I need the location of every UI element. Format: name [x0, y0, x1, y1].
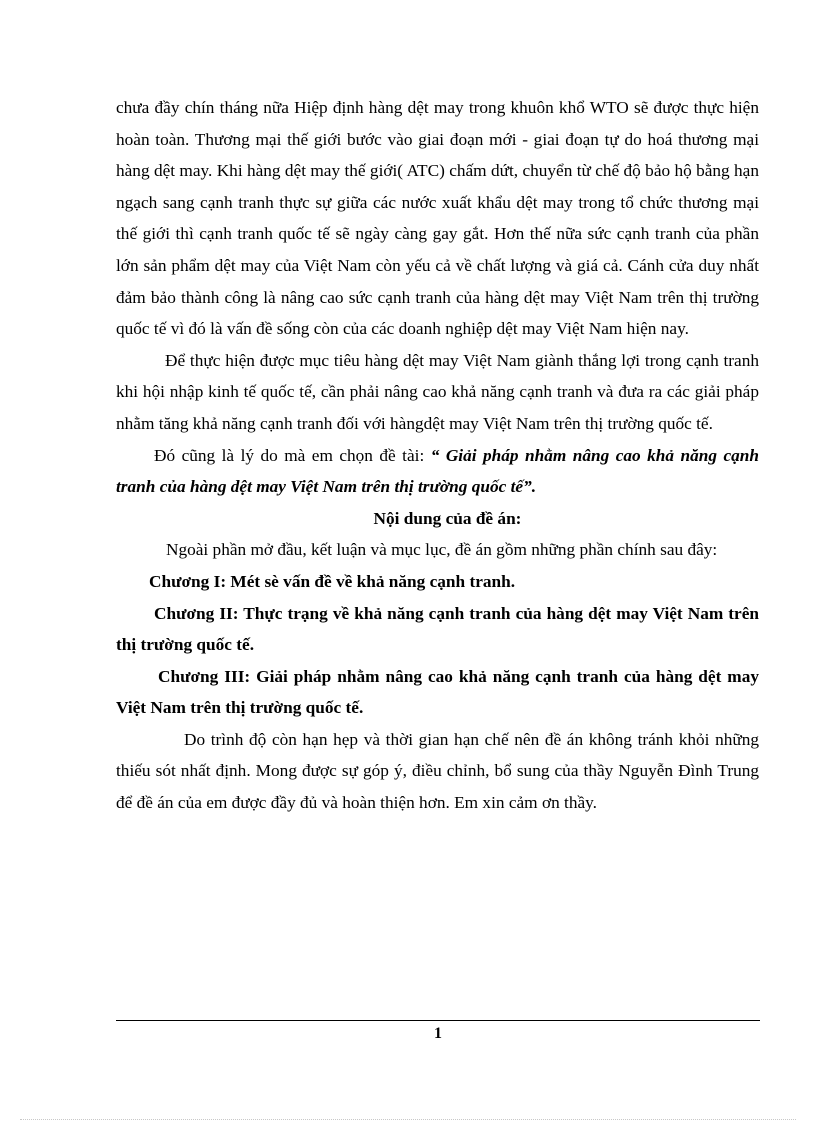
- page-edge-divider: [20, 1119, 796, 1120]
- footer-rule: [116, 1020, 760, 1021]
- paragraph-4: Ngoài phần mở đầu, kết luận và mục lục, đề án gồm những phần chính sau đây:: [166, 540, 718, 560]
- chapter-3-title: Chương III: Giải pháp nhằm nâng cao khả năng cạnh tranh của hàng dệt may Việt Nam trên thị trường quốc tế.: [116, 666, 759, 718]
- page-number: 1: [434, 1025, 442, 1042]
- thesis-topic: “ Giải pháp nhằm nâng cao khả năng cạnh tranh của hàng dệt may Việt Nam trên thị trường quốc tế”.: [116, 445, 759, 497]
- paragraph-2: Để thực hiện được mục tiêu hàng dệt may Việt Nam giành thắng lợi trong cạnh tranh khi hội nhập kinh tế quốc tế, cần phải nâng cao khả năng cạnh tranh và đưa ra các giải pháp nhằm tăng khả năng cạnh tranh đối với hàngdệt may Việt Nam trên thị trường quốc tế.: [116, 350, 759, 433]
- content-heading: Nội dung của đề án:: [373, 508, 522, 528]
- body-text: [116, 92, 759, 819]
- paragraph-5: Do trình độ còn hạn hẹp và thời gian hạn chế nên đề án không tránh khỏi những thiếu sót nhất định. Mong được sự góp ý, điều chỉnh, bổ sung của thầy Nguyễn Đình Trung để đề án của em được đầy đủ và hoàn thiện hơn. Em xin cảm ơn thầy.: [116, 729, 759, 813]
- paragraph-3: [116, 440, 759, 503]
- paragraph-3-intro: Đó cũng là lý do mà em chọn đề tài:: [154, 445, 431, 465]
- paragraph-1: chưa đầy chín tháng nữa Hiệp định hàng dệt may trong khuôn khổ WTO sẽ được thực hiện hoàn toàn. Thương mại thế giới bước vào giai đoạn mới - giai đoạn tự do hoá thương mại hàng dệt may. Khi hàng dệt may thế giới( ATC) chấm dứt, chuyển từ chế độ bảo hộ bằng hạn ngạch sang cạnh tranh thực sự giữa các nước xuất khẩu dệt may trong tổ chức thương mại thế giới thì cạnh tranh quốc tế sẽ ngày càng gay gắt. Hơn thế nữa sức cạnh tranh của phần lớn sản phẩm dệt may của Việt Nam còn yếu cả về chất lượng và giá cả. Cánh cửa duy nhất đảm bảo thành công là nâng cao sức cạnh tranh của hàng dệt may Việt Nam trên thị trường quốc tế vì đó là vấn đề sống còn của các doanh nghiệp dệt may Việt Nam hiện nay.: [116, 98, 759, 339]
- chapter-1-title: Chương I: Mét sè vấn đề về khả năng cạnh tranh.: [149, 571, 516, 591]
- chapter-2-title: Chương II: Thực trạng về khả năng cạnh tranh của hàng dệt may Việt Nam trên thị trường quốc tế.: [116, 603, 759, 655]
